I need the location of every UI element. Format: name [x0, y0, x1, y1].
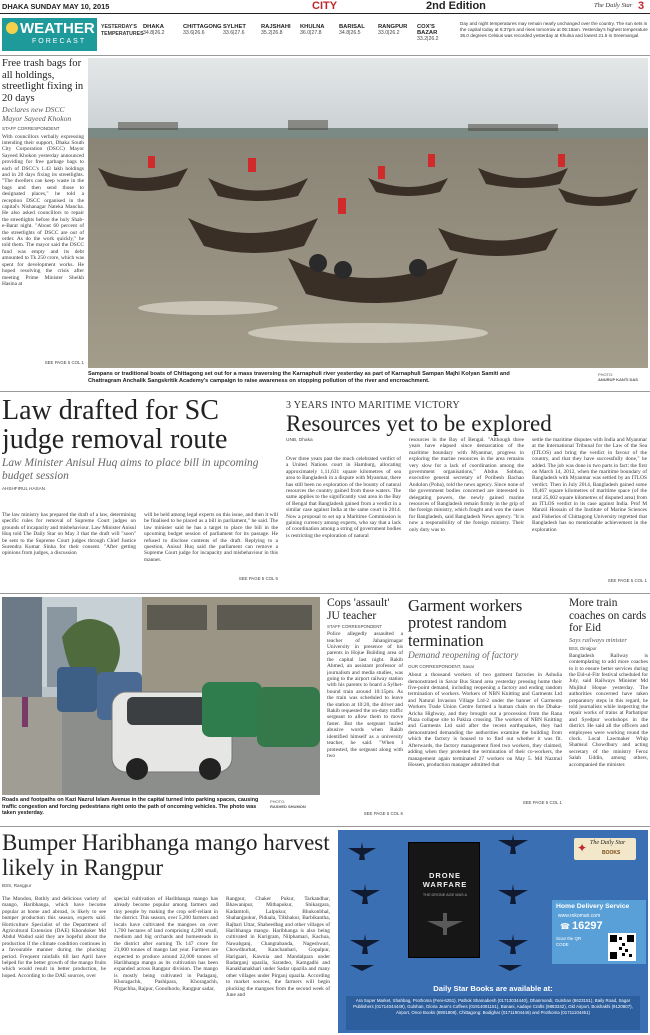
mango-headline: Bumper Haribhanga mango harvest likely in Rangpur	[2, 830, 330, 880]
weather-city-temp: 33.6|26.6	[183, 30, 205, 36]
main-photo-credit-name: ANURUP KANTI DAS	[598, 377, 638, 382]
garment-see-more[interactable]: SEE PAGE 5 COL 1	[522, 800, 562, 806]
weather-city-name: RAJSHAHI	[261, 24, 291, 30]
maritime-headline: Resources yet to be explored	[286, 411, 552, 436]
maritime-body-col3: settle the maritime disputes with India and Myanmar at the International Tribunal for the Law of the Sea (ITLOS) and bring the verdict in favour of the country, and that they have successfully done," he added. The job was done in two parts in fact: the first on March 14, 2012, when the maritime boundary of Bangladesh with Myanmar was settled by an ITLOS verdict. Then in July 2014, Bangladesh gained some 19,467 square kilometres of maritime space (of the total 25,602 square kilometres of disputed area) from an ITLOS verdict in its case against India. Prof M Manzil Hossain of the Institute of Marine Sciences and Fisheries of Chittagong University regretted that Bangladesh has no mentionable achievement in the exploration	[532, 437, 647, 533]
book-title: DRONE WARFARE	[422, 871, 468, 889]
maritime-story	[286, 400, 648, 588]
law-see-more[interactable]: SEE PAGE 5 COL 5	[238, 576, 278, 581]
daily-star-books-logo	[574, 838, 636, 860]
masthead-paper: The Daily Star	[594, 2, 633, 9]
maritime-byline: UNB, Dhaka	[286, 438, 313, 443]
weather-city-name: RANGPUR	[378, 24, 408, 30]
bags-see-more[interactable]: SEE PAGE 5 COL 1	[44, 359, 84, 365]
weather-city-name: BARISAL	[339, 24, 365, 30]
cops-see-more[interactable]: SEE PAGE 5 COL 6	[363, 811, 403, 817]
garment-byline: OUR CORRESPONDENT, Savar	[408, 664, 475, 670]
masthead-page-number: 3	[638, 0, 645, 12]
weather-logo	[2, 18, 97, 51]
law-byline: AHSHFIRUL HASAN	[2, 486, 45, 491]
book-cover	[408, 842, 480, 958]
home-delivery-website[interactable]: www.rokomari.com	[558, 913, 601, 919]
street-photo-credit	[270, 799, 318, 809]
bags-story	[2, 58, 84, 388]
phone-icon: ☎	[560, 922, 570, 931]
weather-city-temp: 35.2|26.8	[261, 30, 283, 36]
maritime-see-more[interactable]: SEE PAGE 5 COL 1	[607, 578, 647, 583]
weather-city-name: DHAKA	[143, 24, 164, 30]
weather-city-temp: 33.0|26.2	[378, 30, 400, 36]
availability-outlets: Ara Super Market, Shahbag, Prothoma (Feni-6251), Pathok Shamabesh (01713034440), Dhanmondi, Gulshan (8623151), Baily Road, Sagar Publishers (01714044449), Gulshan, Gloria Jean's Coffees (01914081151), Banani, Aadaye Crafts (9883342), Old Airport, Boishakhi (9120807), Airport, Once Books (8901808), Chittagong: Bodighar (01711904446) and Prothoma (01711104451)	[346, 996, 640, 1030]
weather-city-name: KHULNA	[300, 24, 325, 30]
bags-byline: STAFF CORRESPONDENT	[2, 125, 60, 131]
garment-body: About a thousand workers of two garment factories in Ashulia demonstrated in Savar Bus Stand area yesterday pressing home their five-point demand, including reopening a factory and ending random termination of workers. Workers of NBN Knitting and Garments Ltd and Natural Invasion Village Ltd-2 under the banner of Garments Workers Trade Union Centre formed a human chain on the Dhaka-Aricha Highway, and they brought out a procession from the Rana Plaza collapse site to Pakiza crossing. The workers of NBN Knitting and Garments Ltd said after the recent earthquakes, they had demonstrated demanding the authorities examine the building from which the factory is housed to to find out whether it was fit. Afterwards, the factory management fired two workers, they claimed, adding when they protested the termination of their co-workers, the management again terminated 27 workers on May 5. Md Nazmul Hossen, production manager admitted that	[408, 672, 562, 768]
law-body-col2: will be held among legal experts on this issue, and then it will be finalised to be placed as a bill in parliament," he said. The law minister said he has a target to place the bill in the upcoming budget session of parliament for its passage. He refused to disclose contents of the draft. Replying to a question, Anisul Huq said the parliament can remove a Supreme Court judge for incapacity and misbehaviour in this manner.	[144, 512, 278, 563]
weather-city	[183, 24, 222, 36]
main-photo-credit-label: PHOTO:	[598, 372, 614, 377]
weather-cities	[143, 24, 455, 44]
train-byline: BSS, Dinajpur	[569, 645, 597, 651]
train-body: Bangladesh Railway is contemplating to add more coaches to it to ensure better services during the Eid-ul-Fitr festival scheduled for July, said Railways Minister Md Mujibul Hoque yesterday. The authorities concerned have taken preparatory steps in this regard, he told journalists while inspecting the repair works of trains at Parbatipur and Syedpur workshops in the district. He said all the officers and employees were working round the clock. Local Lawmaker Whip Shamsul Chowdhury and acting secretary of the ministry Feroz Salah Uddin, among others, accompanied the minister.	[569, 652, 648, 768]
cops-headline: Cops 'assault' JU teacher	[327, 597, 390, 622]
qr-code-icon[interactable]	[608, 933, 636, 961]
home-delivery-title: Home Delivery Service	[556, 903, 630, 910]
book-subtitle: THE DRONE AGE WAS A	[422, 893, 468, 897]
yesterday-label-line2: TEMPERATURES	[101, 31, 144, 37]
books-advertisement	[338, 830, 648, 1033]
law-deck: Law Minister Anisul Huq aims to place bill in upcoming budget session	[2, 457, 259, 482]
mango-body-col1: The Mondon, Bothly and delicious variety of mango, Haribhanga, which have become popular at home and abroad, is likely to see bumper production this season, experts said. Horticulture Specialist of the Department of Agricultural Extension (DAE) Khondoker Md Abdul Wadud said they are hopeful about the production if the climate condition continues in a favourable manner during the plucking period. Frequent rainfalls till last April have helped for the better growth of the mango fruits which would result in better production, he hoped. According to the DAE sources, over	[2, 896, 106, 979]
cops-story	[327, 597, 403, 822]
weather-city	[300, 24, 324, 36]
cops-byline: STAFF CORRESPONDENT	[327, 624, 383, 630]
book-cover-drone-icon	[425, 909, 465, 939]
weather-city-name: SYLHET	[223, 24, 246, 30]
divider	[0, 826, 650, 827]
star-logo-icon: ✦	[577, 841, 588, 855]
weather-city	[378, 24, 407, 36]
yesterday-label-line1: YESTERDAY'S	[101, 24, 137, 30]
weather-city-temp: 34.8|26.2	[143, 30, 165, 36]
maritime-kicker: 3 YEARS INTO MARITIME VICTORY	[286, 400, 460, 411]
main-photo	[88, 58, 648, 368]
main-photo-caption: Sampans or traditional boats of Chittagong set out for a mass traversing the Karnaphuli river yesterday as part of Karnaphuli Sampan Majhi Kolyan Samiti and Chattragram Anchalik Sangskritik Academy's campaign to raise awareness on stopping pollution of the river and encroachment.	[88, 371, 510, 384]
masthead-date: DHAKA SUNDAY MAY 10, 2015	[2, 2, 110, 11]
bags-deck: Declares new DSCC Mayor Sayeed Khokon	[2, 105, 72, 123]
law-headline: Law drafted for SC judge removal route	[2, 396, 228, 455]
divider	[0, 593, 650, 594]
weather-city	[339, 24, 365, 36]
weather-city	[417, 24, 455, 42]
weather-city-temp: 34.8|26.5	[339, 30, 361, 36]
logo-paper-name: The Daily Star	[590, 840, 626, 846]
weather-city	[223, 24, 246, 36]
weather-forecast-text: Day and night temperatures may remain nearly unchanged over the country. The sun sets in the capital today at 6:37pm and rises tomorrow at 05:18am. Yesterday's highest temperature 36.0 degrees Celsius was recorded yesterday at Khulna and lowest 21.5 in Sreemangal.	[460, 21, 648, 38]
train-story	[569, 597, 648, 822]
bags-headline: Free trash bags for all holdings, streetlight fixing in 20 days	[2, 58, 84, 104]
home-delivery-panel	[552, 900, 646, 964]
maritime-body-col1: Over three years past the much celebrated verdict of a United Nations court in Hamburg, allocating approximately 1,11,631 square kilometres of sea area to Bangladesh in a dispute with Myanmar, there has still been no exploration of the bounty of natural resources the country gained from those waters. The same applies to the significantly vast area in the Bay of Bengal that Bangladesh gained from a verdict in a similar case against India at the same court in 2014. Now a proposal to set up a Maritime Commission is gaining currency among experts, who say that a lack of coordination among a string of government bodies is restricting the exploration of natural	[286, 456, 401, 539]
weather-city	[261, 24, 291, 36]
garment-story	[408, 597, 562, 822]
qr-scan-label: Scan the QR CODE	[556, 936, 582, 947]
weather-city-name: COX'S BAZAR	[417, 24, 438, 36]
availability-title: Daily Star Books are available at:	[433, 984, 553, 993]
train-headline: More train coaches on cards for Eid	[569, 597, 647, 635]
weather-city	[143, 24, 165, 36]
logo-books: BOOKS	[602, 850, 621, 856]
divider	[0, 55, 650, 56]
masthead-edition: 2nd Edition	[426, 0, 486, 12]
main-photo-credit	[598, 372, 648, 382]
weather-subtitle: FORECAST	[32, 38, 87, 45]
weather-city-name: CHITTAGONG	[183, 24, 222, 30]
street-parking-image	[2, 597, 320, 795]
street-photo-credit-label: PHOTO:	[270, 799, 286, 804]
divider	[0, 391, 650, 392]
street-photo	[2, 597, 320, 795]
garment-deck: Demand reopening of factory	[408, 651, 519, 662]
street-photo-caption: Roads and footpaths on Kazi Nazrul Islam Avenue in the capital turned into parking spaces, causing traffic congestion and forcing pedestrians right onto the path of oncoming vehicles. The photo was taken yesterday.	[2, 797, 259, 817]
bags-body: With councillors verbally expressing intending their support, Dhaka South City Corporation (DSCC) Mayor Sayeed Khokon yesterday announced providing for free garbage bags to each of DSCC's 1.43 lakh holdings and in 20 days fixing its streetlights. "The dwellers can keep waste in the bags and then send those to designated places," he told a reception DSCC organised in the capital's Nishanagar Nateka Mancha. He also asked councillors to repair the streetlights before the holy Shab-e-Barat night. "About 60 percent of the streetlights of DSCC are out of order. As do the work quickly," he told them. The mayor said the DSCC fund was empty and its debt amounted to Tk 250 crore, which was spent for development works. He hoped resolving the crisis after meeting Prime Minister Sheikh Hasina at	[2, 133, 84, 287]
weather-bar	[0, 17, 650, 54]
weather-city-temp: 33.2|26.2	[417, 36, 439, 42]
boats-river-image	[88, 58, 648, 368]
masthead-section: CITY	[312, 0, 338, 12]
street-photo-credit-name: RASHED SHUMON	[270, 804, 306, 809]
weather-city-temp: 36.0|27.8	[300, 30, 322, 36]
mango-story	[2, 830, 332, 1034]
mango-byline: BSS, Rangpur	[2, 883, 32, 888]
mango-body-col3: Rangpur, Chaker Pukur, Tarkandhar, Bhawanipur, Mithapukur, Shikargara, Kadamtoli, Lalpukur, Bhukonbhal, Shahanjpukur, Piduala, Tilkhakur, Barbikantha, Rajbari Uttar, Shaheedbag and other villages of Haribhanga mango. Haribhanga is also being cultivated in Kurigram, Nilphamari, Kachua, Nawabganj, Changrabanda, Nageshwari, Chowdhurhat, Kanchanbari, Gopalpur, Harigaari, Kawnia and Mandalpara under Badarganj upazila, Saratdeo, Kamgadhi and Kanakhanakhari under Sadar upazila and many other villages under Pirganj upazila. According to market sources, the farmers will begin plucking the mangoes from the second week of June and	[226, 896, 330, 999]
masthead	[0, 0, 650, 14]
maritime-body-col2: resources in the Bay of Bengal. "Although three years have elapsed since demarcation of the maritime boundary with Myanmar, progress in exploring the marine resources in the area remains very slow for a lack of coordination among the government organisations," Abdus Sobhan, executive general secretary of Poribesh Bachao Andolon (Poba), told the news agency. Since none of the government bodies concerned are interested in delegating powers, the newly gained marine resources of Bangladesh remain firmly in the grip of the foreign ministry, which fought and won the cases for Bangladesh, said Bangladesh News agency. "It is now a responsibility of the foreign ministry. Their only duty was to	[409, 437, 524, 533]
home-delivery-phone[interactable]: 16297	[572, 920, 603, 932]
cops-body: Police allegedly assaulted a teacher of Jahangirnagar University in presence of his parents in Hojue Building area of the capital last night. Rakib Ahmed, an assistant professor of journalism and media studies, was going to the airport railway station with his parents to board a Sylhet-bound train around 10:15pm. As the train was scheduled to leave the station at 10:20, the driver and Rakib requested the on-duty traffic sergeant to allow them to move faster. But the sergeant hurled abusive words when Rakib identified himself as a university teacher, he said. "When I protested, the sergeant along with two	[327, 631, 403, 759]
mango-body-col2: special cultivation of Haribhanga mango has already become popular among farmers and tiny people by making the crop self-reliant in the district. This season, over 5,200 farmers and locals have cultivated the mangoes on over 1,700 hectares of land comprising 4,200 small, medium and big orchards and homesteads in the district after earning Tk 147 crore for 21,000 tonnes of mango last year. Farmers are expected to produce around 22,000 tonnes of Haribhanga mango as its cultivation has been expanded across Rangpur division. The mango is mostly being cultivated in Padaganj, Khoragachh, Pashipara, Khoragachh, Pirgachha, Rajpur, Gonolkodo, Rangpur sadar,	[114, 896, 218, 992]
law-story	[2, 396, 280, 588]
sun-icon	[6, 22, 18, 34]
garment-headline: Garment workers protest random termination	[408, 597, 523, 650]
weather-city-temp: 33.6|27.6	[223, 30, 245, 36]
train-deck: Says railways minister	[569, 636, 627, 644]
law-body-col1: The law ministry has prepared the draft of a law, determining specific rules for removal of Supreme Court judges on grounds of incapacity and misbehaviour. Law Minister Anisul Huq told The Daily Star on May 3 that the draft will "soon" be sent to the Supreme Court judges through Chief Justice Surendra Kumar Sinha for their consent. "After getting opinions from judges, a discussion	[2, 512, 136, 557]
weather-title: WEATHER	[20, 20, 95, 37]
